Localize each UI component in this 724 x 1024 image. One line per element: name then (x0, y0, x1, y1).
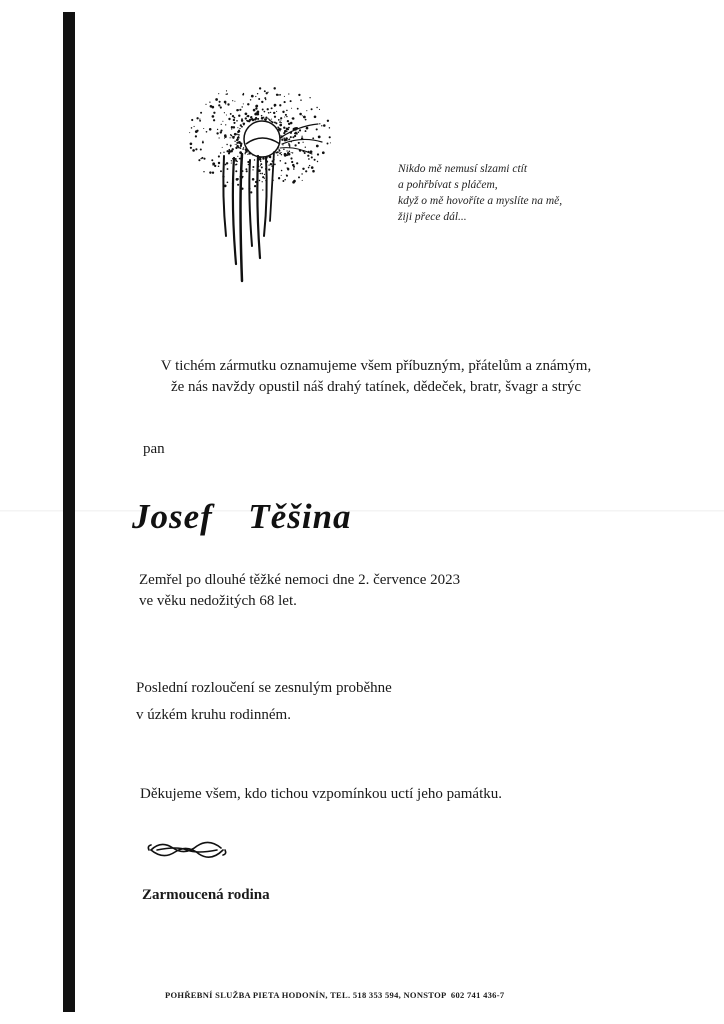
deceased-name: Josef Těšina (132, 497, 352, 536)
farewell-line: Poslední rozloučení se zesnulým proběhne (136, 680, 392, 696)
honorific: pan (143, 441, 165, 457)
sun-and-reeds-emblem (176, 86, 336, 286)
farewell-info (136, 675, 392, 729)
announcement-line: že nás navždy opustil náš drahý tatínek, dědeček, bratr, švagr a strýc (170, 379, 582, 395)
poem-line: když o mě hovoříte a myslíte na mě, (398, 195, 563, 207)
poem (398, 161, 562, 225)
death-info-line: Zemřel po dlouhé těžké nemoci dne 2. července 2023 (139, 572, 461, 588)
footer-funeral-service: POHŘEBNÍ SLUŽBA PIETA HODONÍN, TEL. 518 353 594, NONSTOP 602 741 436-7 (165, 990, 505, 1000)
scroll-ornament (147, 838, 227, 862)
death-info (139, 570, 460, 612)
poem-line: žiji přece dál... (398, 211, 467, 223)
death-info-line: ve věku nedožitých 68 let. (139, 593, 297, 609)
poem-line: a pohřbívat s pláčem, (398, 179, 498, 191)
announcement (116, 356, 636, 398)
paper-fold (0, 510, 724, 512)
mourning-bar (63, 12, 75, 1012)
thanks-line: Děkujeme všem, kdo tichou vzpomínkou uctí jeho památku. (140, 786, 503, 802)
signature: Zarmoucená rodina (142, 887, 270, 903)
poem-line: Nikdo mě nemusí slzami ctít (398, 163, 528, 175)
announcement-line: V tichém zármutku oznamujeme všem příbuzným, přátelům a známým, (160, 358, 592, 374)
farewell-line: v úzkém kruhu rodinném. (136, 707, 291, 723)
